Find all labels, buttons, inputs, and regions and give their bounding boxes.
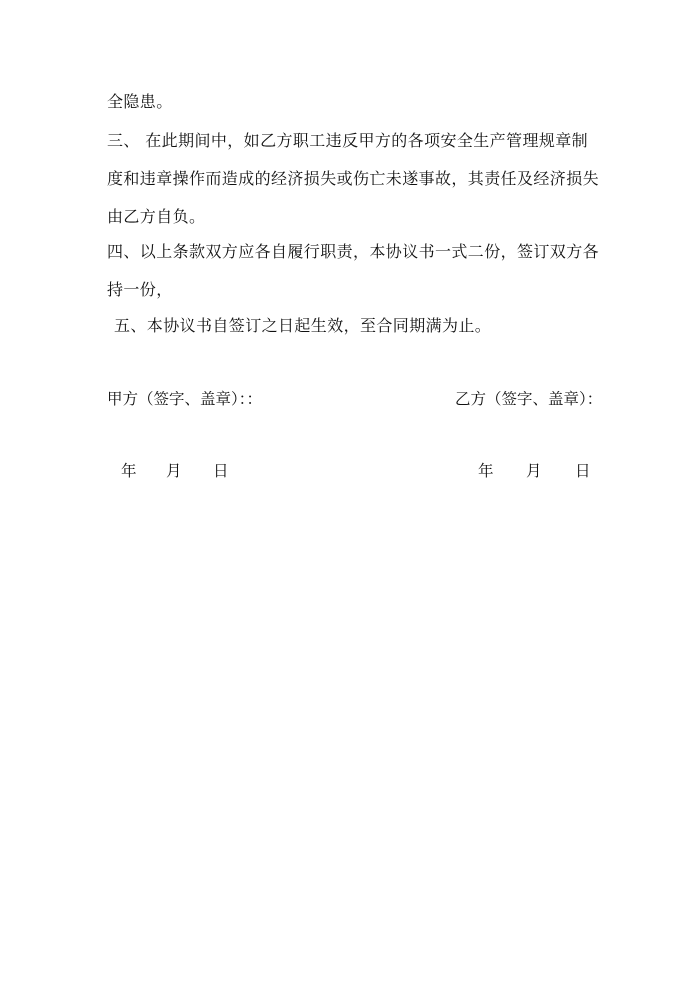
party-b-date-month: 月 [526,462,542,480]
party-b-signature-label: 乙方（签字、盖章）： [455,390,603,408]
clause-four-line: 四、以上条款双方应各自履行职责，本协议书一式二份，签订双方各 [107,242,600,261]
party-a-signature-label: 甲方（签字、盖章）：： [107,390,263,408]
party-b-date-day: 日 [575,462,591,480]
paragraph-line: 全隐患。 [107,92,173,111]
party-a-date-month: 月 [166,462,182,480]
party-b-date-year: 年 [478,462,494,480]
paragraph-line: 由乙方自负。 [107,207,206,226]
party-a-date-year: 年 [121,462,137,480]
party-a-date-day: 日 [213,462,229,480]
clause-five-line: 五、本协议书自签订之日起生效，至合同期满为止。 [114,316,492,335]
clause-three-line: 三、 在此期间中，如乙方职工违反甲方的各项安全生产管理规章制 [107,131,589,150]
paragraph-line: 持一份， [107,280,173,299]
paragraph-line: 度和违章操作而造成的经济损失或伤亡未遂事故，其责任及经济损失 [107,169,600,188]
